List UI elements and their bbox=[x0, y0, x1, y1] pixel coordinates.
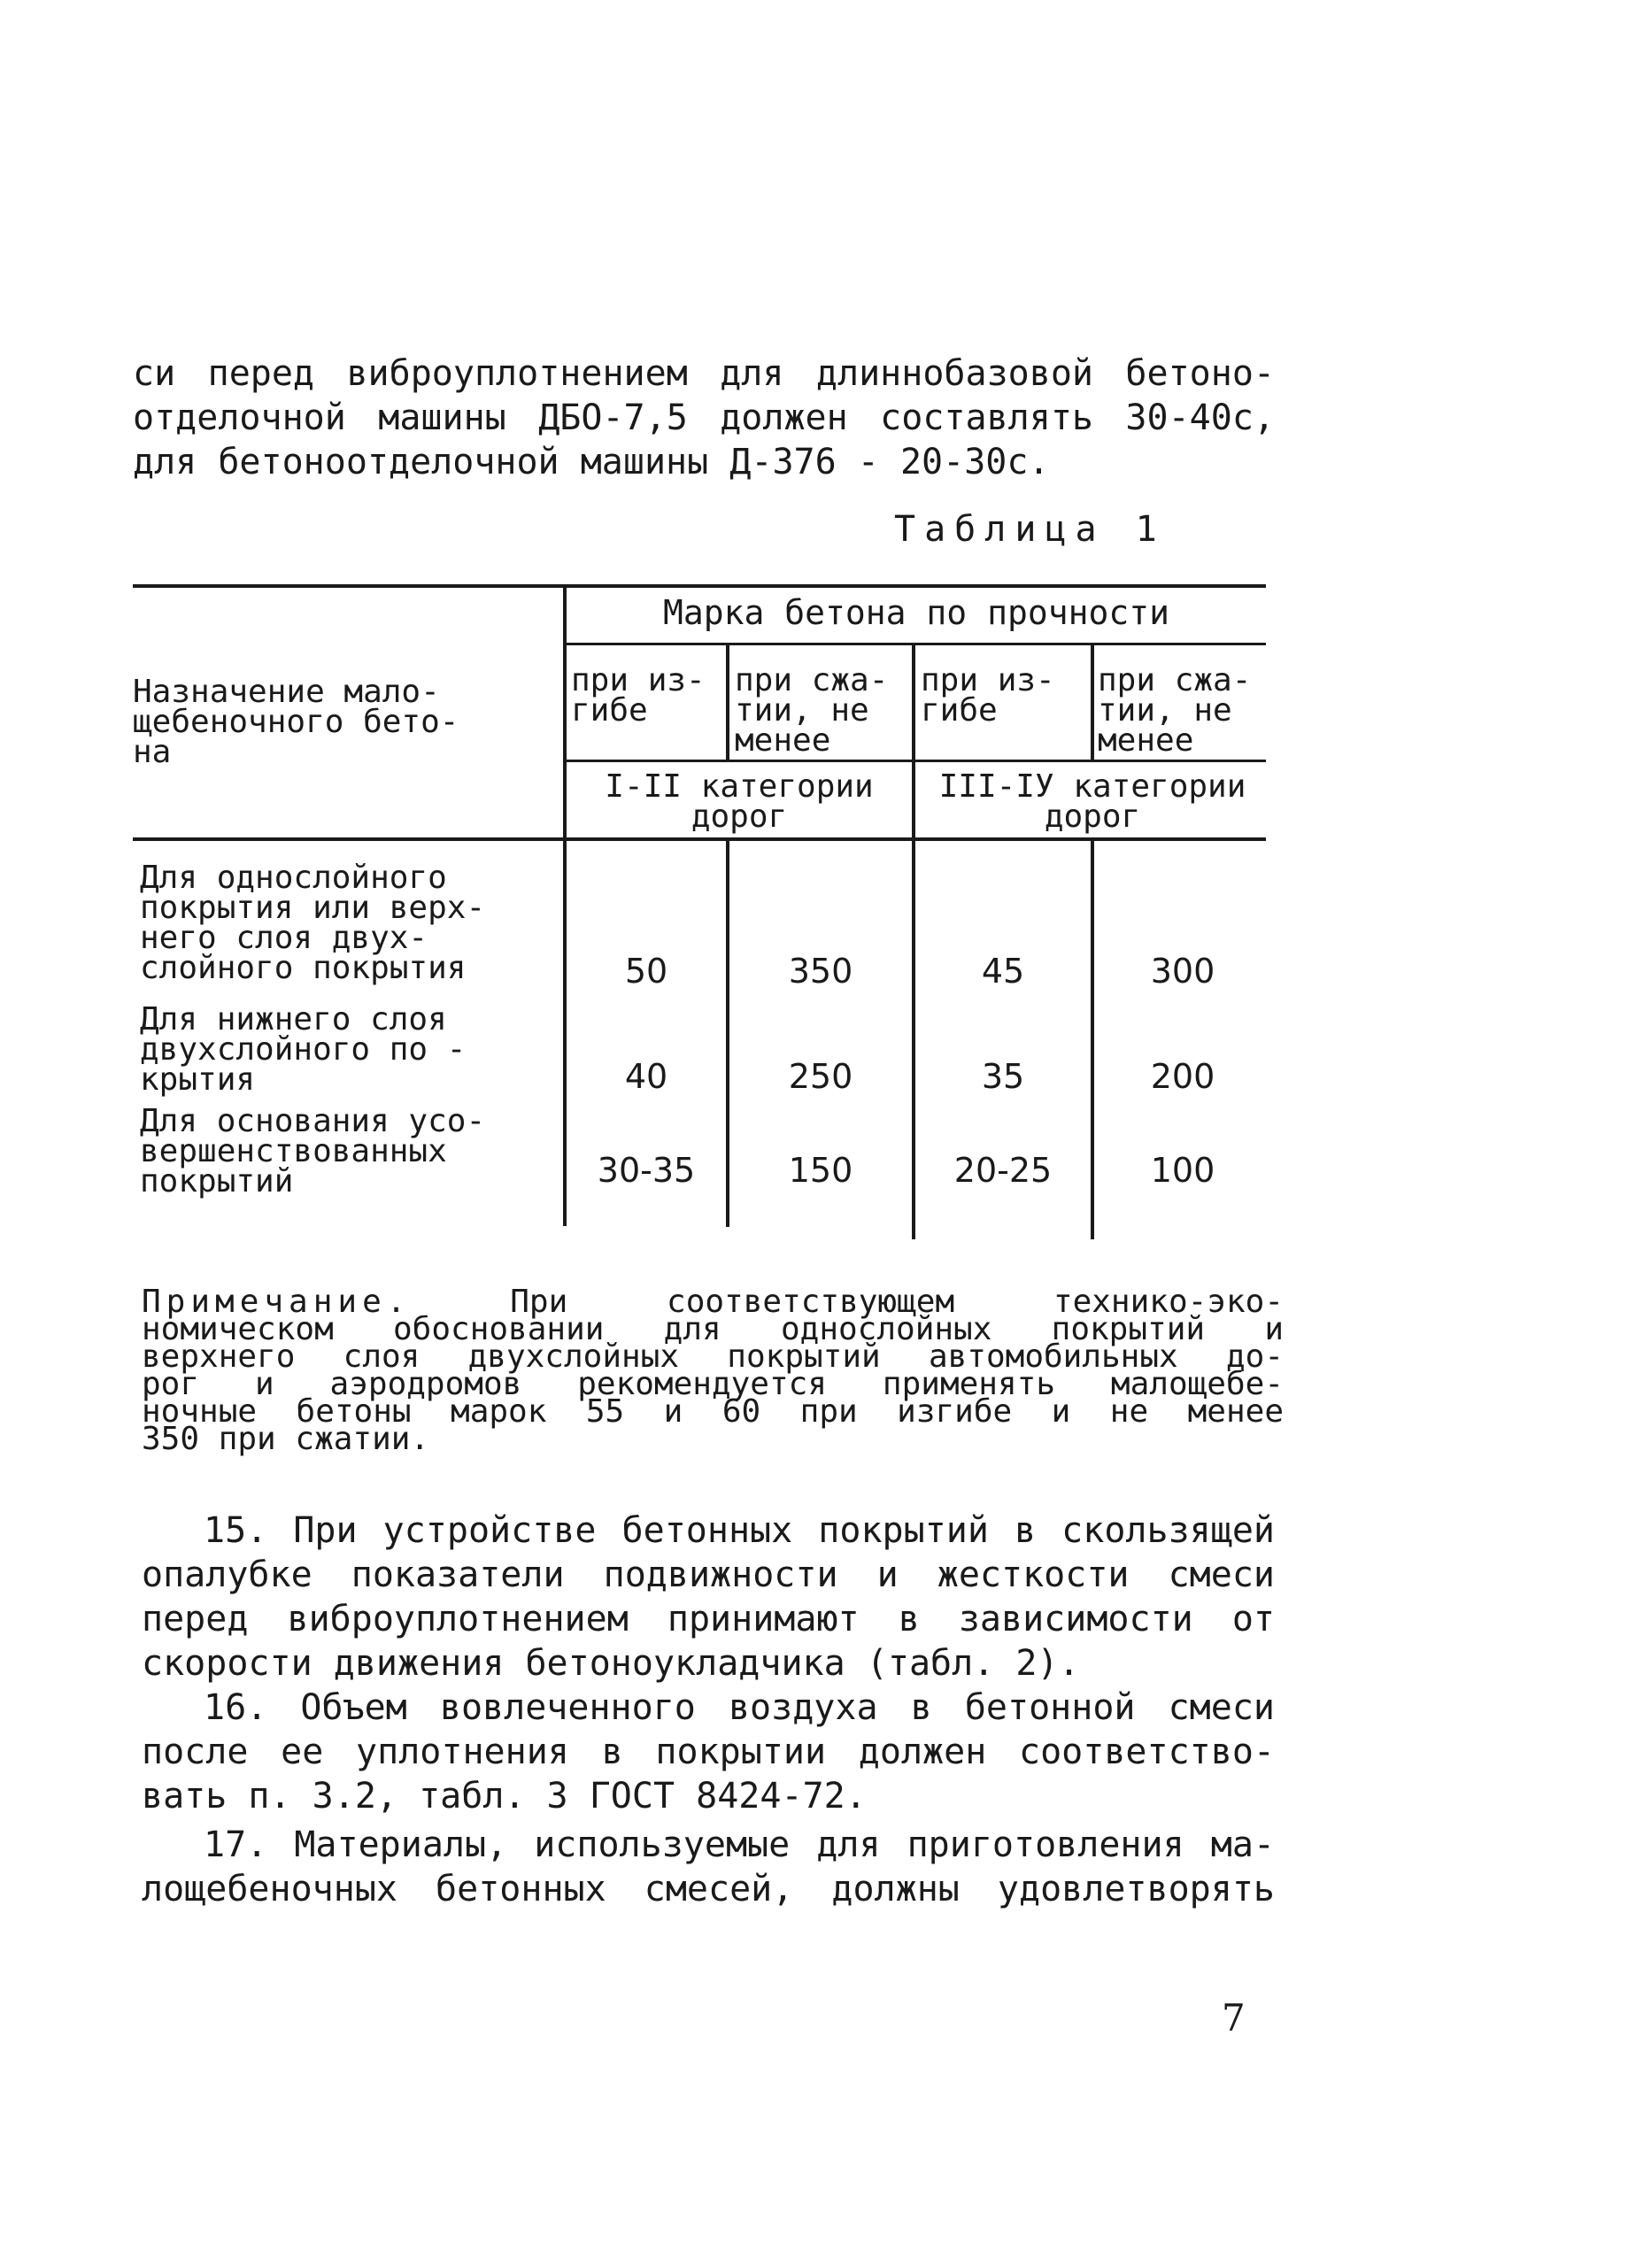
group-header: Марка бетона по прочности bbox=[663, 593, 1169, 632]
text-line: 17. Материалы, используемые для приготовления ма- bbox=[204, 1824, 1275, 1865]
table-cell: 40 bbox=[624, 1057, 668, 1096]
note-line: При соответствующем технико-эко- bbox=[510, 1284, 1284, 1320]
row-label: Для основания усо- вершенствованных покрытий bbox=[140, 1103, 486, 1200]
note-line: верхнего слоя двухслойных покрытий автомобильных до- bbox=[142, 1338, 1284, 1375]
text-line: си перед виброуплотнением для длиннобазовой бетоно- bbox=[133, 353, 1275, 394]
category-header: I-II категории дорог bbox=[605, 768, 874, 835]
table-rule bbox=[565, 643, 1266, 645]
table-vrule bbox=[1091, 643, 1094, 761]
note-line: номическом обосновании для однослойных покрытий и bbox=[142, 1311, 1284, 1347]
text-line: вать п. 3.2, табл. 3 ГОСТ 8424-72. bbox=[142, 1776, 867, 1817]
note-line: рог и аэродромов рекомендуется применять малощебе- bbox=[142, 1366, 1284, 1402]
table-note bbox=[142, 1284, 1284, 1457]
col-header: при из- гибе bbox=[921, 662, 1055, 729]
table-cell: 250 bbox=[788, 1057, 853, 1096]
table-header-rule bbox=[133, 837, 1266, 841]
text-line: перед виброуплотнением принимают в зависимости от bbox=[142, 1599, 1275, 1639]
text-line: 15. При устройстве бетонных покрытий в скользящей bbox=[204, 1510, 1275, 1551]
table-caption: Таблица 1 bbox=[894, 509, 1166, 550]
col-header: при из- гибе bbox=[571, 662, 706, 729]
table-vrule bbox=[726, 643, 729, 761]
text-line: 16. Объем вовлеченного воздуха в бетонной смеси bbox=[204, 1687, 1275, 1728]
table-cell: 350 bbox=[788, 952, 853, 991]
note-label: Примечание. bbox=[142, 1284, 412, 1320]
text-line: лощебеночных бетонных смесей, должны удовлетворять bbox=[142, 1869, 1275, 1909]
text-line: опалубке показатели подвижности и жесткости смеси bbox=[142, 1554, 1275, 1595]
row-label: Для нижнего слоя двухслойного по - крытия bbox=[140, 1001, 467, 1098]
col-header: при сжа- тии, не менее bbox=[1098, 662, 1252, 759]
table-cell: 200 bbox=[1150, 1057, 1215, 1096]
table-cell: 20-25 bbox=[953, 1151, 1053, 1190]
purpose-header: Назначение мало- щебеночного бето- на bbox=[133, 674, 459, 770]
table-cell: 100 bbox=[1150, 1151, 1215, 1190]
table-cell: 150 bbox=[788, 1151, 853, 1190]
table-vrule bbox=[563, 584, 567, 1226]
table-vrule bbox=[912, 643, 915, 1239]
text-line: для бетоноотделочной машины Д-376 - 20-30с. bbox=[133, 442, 1050, 482]
page-number: 7 bbox=[1222, 1996, 1246, 2040]
col-header: при сжа- тии, не менее bbox=[735, 662, 889, 759]
table-cell: 300 bbox=[1150, 952, 1215, 991]
table-rule bbox=[565, 760, 1266, 762]
table-cell: 30-35 bbox=[597, 1151, 696, 1190]
table-cell: 50 bbox=[624, 952, 668, 991]
table-cell: 35 bbox=[981, 1057, 1025, 1096]
row-label: Для однослойного покрытия или верх- него слоя двух- слойного покрытия bbox=[140, 860, 486, 986]
note-line: 350 при сжатии. bbox=[142, 1421, 430, 1457]
category-header: III-IУ категории дорог bbox=[938, 768, 1246, 835]
note-line: ночные бетоны марок 55 и 60 при изгибе и не менее bbox=[142, 1393, 1284, 1430]
text-line: после ее уплотнения в покрытии должен соответство- bbox=[142, 1732, 1275, 1772]
table-cell: 45 bbox=[981, 952, 1025, 991]
text-line: отделочной машины ДБО-7,5 должен составлять 30-40с, bbox=[133, 397, 1275, 438]
table-top-rule bbox=[133, 584, 1266, 588]
text-line: скорости движения бетоноукладчика (табл. 2). bbox=[142, 1643, 1080, 1684]
